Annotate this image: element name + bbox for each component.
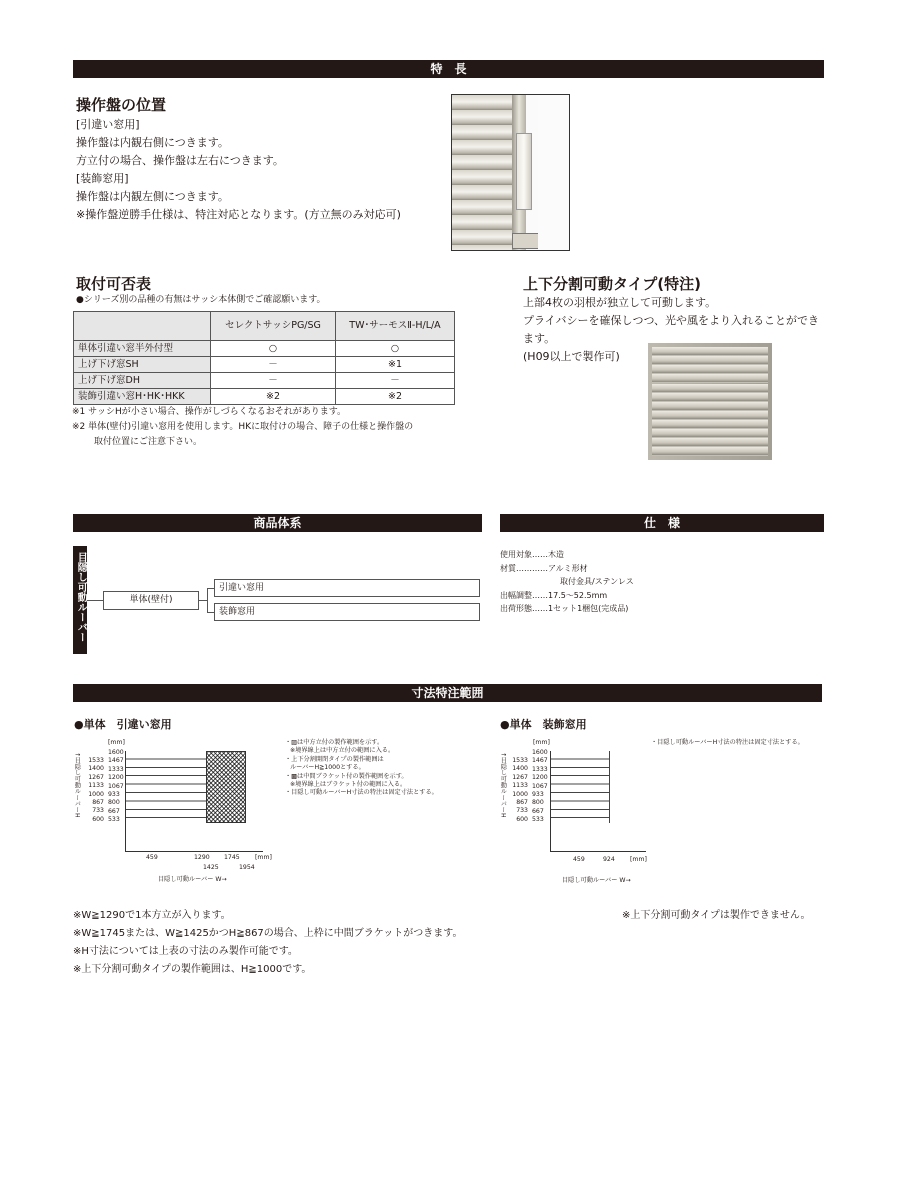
- y-tick-label: 1400: [512, 765, 528, 773]
- y-tick-label: 1467: [532, 757, 548, 765]
- system-vertical-label: [73, 546, 87, 654]
- left-y-ticks-inner: [108, 749, 126, 825]
- right-y-axis-text: ↑目隠し可動ルーバーH: [499, 752, 507, 818]
- table-header-blank: [74, 312, 211, 341]
- y-tick-label: 1600: [108, 749, 124, 756]
- y-tick-label: 733: [92, 807, 104, 815]
- features-line: 操作盤は内観左側につきます。: [76, 190, 229, 203]
- availability-note: ●シリーズ別の品種の有無はサッシ本体側でご確認願います。: [76, 295, 326, 305]
- left-chart-plot: [125, 751, 263, 852]
- left-chart-title: ●単体 引違い窓用: [74, 718, 172, 731]
- table-row-label: 上げ下げ窓SH: [74, 357, 211, 373]
- y-tick-label: 1133: [88, 782, 104, 790]
- features-line: [引違い窓用]: [76, 118, 140, 131]
- table-cell: ○: [336, 341, 455, 357]
- y-tick-label: 1600: [532, 749, 548, 756]
- spec-text: [500, 548, 634, 616]
- spec-line: 使用対象……木造: [500, 550, 564, 559]
- table-row: [74, 357, 455, 373]
- x-tick-label: 1425: [203, 864, 219, 871]
- table-row: [74, 373, 455, 389]
- range-column-standard: [551, 751, 610, 823]
- system-root-box: [103, 591, 199, 610]
- y-tick-label: 800: [532, 799, 544, 807]
- system-root-label: 単体(壁付): [129, 595, 173, 605]
- features-bar: [73, 60, 824, 78]
- right-x-axis-label: 目隠し可動ルーバー W→: [562, 877, 631, 884]
- features-line: ※操作盤逆勝手仕様は、特注対応となります。(方立無のみ対応可): [76, 208, 401, 221]
- y-tick-label: 533: [532, 816, 544, 824]
- y-tick-label: 1000: [88, 790, 104, 798]
- x-tick-label: [mm]: [630, 856, 647, 863]
- table-cell: ※1: [336, 357, 455, 373]
- y-tick-label: 733: [516, 807, 528, 815]
- y-tick-label: 600: [516, 815, 528, 823]
- note-line: ※W≧1290で1本方立が入ります。: [73, 910, 231, 921]
- y-tick-label: 1333: [532, 765, 548, 773]
- legend-line: ・上下分割開閉タイプの製作範囲は: [285, 755, 384, 763]
- connector-line: [207, 588, 214, 589]
- split-type-heading: 上下分割可動タイプ(特注): [523, 275, 701, 293]
- connector-line: [207, 588, 208, 612]
- wall-image: [538, 95, 569, 250]
- connector-line: [207, 612, 214, 613]
- x-tick-label: 1745: [224, 854, 240, 861]
- spec-line: 材質…………アルミ形材: [500, 563, 588, 573]
- y-tick-label: 933: [532, 791, 544, 799]
- table-cell: －: [336, 373, 455, 389]
- y-tick-label: 1533: [88, 757, 104, 764]
- bracket-image: [512, 233, 540, 249]
- y-tick-label: 1333: [108, 765, 124, 773]
- legend-line: ・目隠し可動ルーバーH寸法の特注は固定寸法とする。: [285, 789, 438, 797]
- left-x-ticks-bottom: [125, 864, 275, 873]
- features-line: [装飾窓用]: [76, 172, 129, 185]
- right-chart-legend: [651, 739, 826, 747]
- split-type-line: (H09以上で製作可): [523, 350, 620, 363]
- system-branch-label: 引違い窓用: [219, 583, 265, 593]
- table-row: [74, 341, 455, 357]
- split-type-line: プライバシーを確保しつつ、光や風をより入れることができ: [523, 314, 820, 327]
- y-tick-label: 1067: [108, 782, 124, 790]
- x-tick-label: 459: [573, 856, 585, 863]
- split-louver-photo: [648, 343, 772, 460]
- left-x-ticks-top: [125, 854, 285, 863]
- louver-lower-slats-image: [652, 384, 768, 456]
- x-tick-label: [mm]: [255, 854, 272, 861]
- features-text: [76, 116, 446, 224]
- y-tick-label: 667: [108, 807, 120, 815]
- table-header-cell: TW･サーモスⅡ-H/L/A: [336, 312, 455, 341]
- left-x-axis-label: 目隠し可動ルーバー W→: [158, 876, 227, 883]
- left-chart-legend: [285, 739, 475, 798]
- y-tick-label: 667: [532, 807, 544, 815]
- y-tick-label: 1267: [88, 773, 104, 781]
- spec-line: 出幅調整……17.5～52.5mm: [500, 590, 608, 600]
- spec-line: 出荷形態……1セット1梱包(完成品): [500, 604, 629, 613]
- legend-line: ・▨は中方立付の製作範囲を示す。: [285, 739, 384, 746]
- y-tick-label: 1200: [532, 774, 548, 782]
- spec-bar: [500, 514, 824, 532]
- right-y-ticks-inner: [532, 749, 550, 825]
- left-y-ticks-outer: [84, 753, 104, 824]
- range-column-standard: [154, 751, 207, 823]
- features-line: 方立付の場合、操作盤は左右につきます。: [76, 154, 284, 167]
- y-tick-label: 1267: [512, 773, 528, 781]
- table-cell: ※2: [336, 389, 455, 405]
- control-panel-photo: [451, 94, 570, 251]
- legend-line: ルーバーH≧1000とする。: [290, 764, 365, 772]
- legend-line: ・目隠し可動ルーバーH寸法の特注は固定寸法とする。: [651, 739, 804, 746]
- right-x-ticks: [550, 856, 650, 865]
- table-cell: －: [211, 357, 336, 373]
- availability-heading: 取付可否表: [76, 275, 152, 293]
- dimensions-bar-title: 寸法特注範囲: [411, 686, 484, 700]
- right-chart-title: ●単体 装飾窓用: [500, 718, 587, 731]
- table-row-label: 装飾引違い窓H･HK･HKK: [74, 389, 211, 405]
- connector-line: [199, 600, 207, 601]
- right-y-ticks-outer: [508, 753, 528, 824]
- legend-line: ・▩は中間ブラケット付の製作範囲を示す。: [285, 772, 408, 780]
- y-tick-label: 800: [108, 799, 120, 807]
- system-vertical-text: 目隠し可動ルーバー: [75, 552, 87, 642]
- y-tick-label: 1133: [512, 782, 528, 790]
- table-cell: ※2: [211, 389, 336, 405]
- louver-upper-slats-image: [652, 347, 768, 383]
- table-row: [74, 389, 455, 405]
- note-line: ※上下分割可動タイプの製作範囲は、H≧1000です。: [73, 964, 312, 975]
- right-chart-plot: [550, 751, 646, 852]
- split-type-line: 上部4枚の羽根が独立して可動します。: [523, 296, 717, 309]
- y-tick-label: 1067: [532, 782, 548, 790]
- availability-table-wrap: [73, 311, 455, 405]
- dimensions-bar: [73, 684, 822, 702]
- note-line: ※W≧1745または、W≧1425かつH≧867の場合、上枠に中間ブラケットがつきます。: [73, 928, 463, 939]
- availability-table: [73, 311, 455, 405]
- table-row-label: 単体引違い窓半外付型: [74, 341, 211, 357]
- note-line: ※H寸法については上表の寸法のみ製作可能です。: [73, 946, 298, 957]
- connector-line: [87, 600, 103, 601]
- right-chart-unit: [mm]: [533, 739, 550, 746]
- y-tick-label: 1200: [108, 774, 124, 782]
- left-chart-unit: [mm]: [108, 739, 125, 746]
- table-cell: －: [211, 373, 336, 389]
- features-heading: 操作盤の位置: [76, 96, 167, 114]
- right-y-axis-label: [498, 752, 506, 821]
- system-branch-box: [214, 603, 480, 621]
- footnote: 取付位置にご注意下さい。: [94, 437, 203, 447]
- dimensions-note-right: ※上下分割可動タイプは製作できません。: [622, 910, 811, 921]
- system-branch-box: [214, 579, 480, 597]
- features-line: 操作盤は内観右側につきます。: [76, 136, 229, 149]
- range-column-mullion: [206, 751, 246, 823]
- system-bar-title: 商品体系: [253, 516, 302, 530]
- x-tick-label: 1954: [239, 864, 255, 871]
- spec-bar-title: 仕 様: [643, 516, 680, 530]
- y-tick-label: 600: [92, 815, 104, 823]
- table-header-cell: セレクトサッシPG/SG: [211, 312, 336, 341]
- legend-line: ※境界線上は中方立付の範囲に入る。: [290, 747, 395, 755]
- table-cell: ○: [211, 341, 336, 357]
- x-tick-label: 924: [603, 856, 615, 863]
- y-tick-label: 867: [92, 799, 104, 807]
- y-tick-label: 867: [516, 799, 528, 807]
- left-y-axis-label: [72, 752, 80, 821]
- y-tick-label: 933: [108, 791, 120, 799]
- legend-line: ※境界線上はブラケット付の範囲に入る。: [290, 781, 407, 789]
- y-tick-label: 533: [108, 816, 120, 824]
- control-box-image: [516, 133, 532, 210]
- features-bar-title: 特 長: [430, 62, 467, 76]
- table-row-label: 上げ下げ窓DH: [74, 373, 211, 389]
- x-tick-label: 1290: [194, 854, 210, 861]
- table-header-row: [74, 312, 455, 341]
- dimensions-notes: [73, 907, 503, 979]
- system-branch-label: 装飾窓用: [219, 607, 256, 617]
- y-tick-label: 1000: [512, 790, 528, 798]
- y-tick-label: 1533: [512, 757, 528, 764]
- x-tick-label: 459: [146, 854, 158, 861]
- left-y-axis-text: ↑目隠し可動ルーバーH: [73, 752, 81, 818]
- availability-footnotes: [72, 405, 492, 450]
- y-tick-label: 1467: [108, 757, 124, 765]
- footnote: ※2 単体(壁付)引違い窓用を使用します。HKに取付けの場合、障子の仕様と操作盤の: [72, 422, 414, 432]
- louver-slats-image: [452, 95, 512, 250]
- footnote: ※1 サッシHが小さい場合、操作がしづらくなるおそれがあります。: [72, 407, 346, 417]
- y-tick-label: 1400: [88, 765, 104, 773]
- system-bar: [73, 514, 482, 532]
- split-type-line: ます。: [523, 332, 556, 345]
- spec-line: 取付金具/ステンレス: [560, 577, 634, 586]
- range-column-standard: [126, 751, 154, 823]
